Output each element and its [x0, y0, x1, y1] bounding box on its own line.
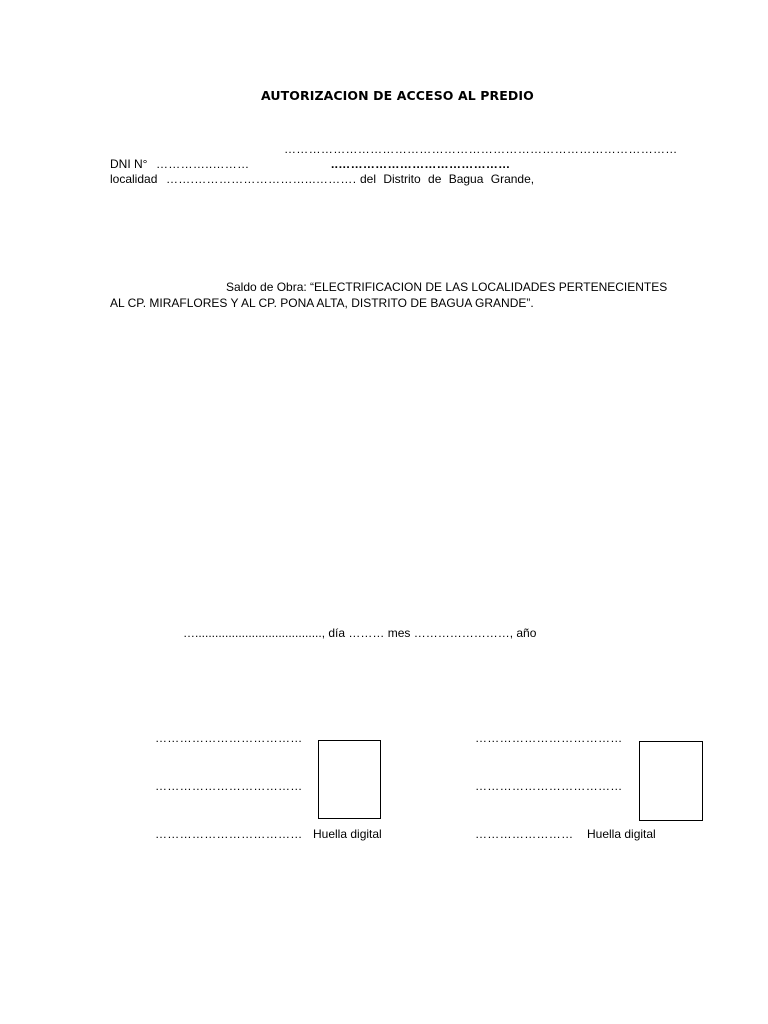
date-line: …......................................, día ……… mes ……………………, año — [183, 626, 537, 640]
obra-paragraph-line-1: Saldo de Obra: “ELECTRIFICACION DE LAS LOCALIDADES PERTENECIENTES — [226, 280, 668, 294]
left-signature-line-3: ……………………………… — [155, 827, 303, 841]
localidad-label: localidad — [110, 172, 158, 186]
right-signature-line-2: ……………………………… — [475, 779, 623, 793]
dni-blank: …………..……… — [156, 157, 250, 171]
left-fingerprint-label: Huella digital — [313, 827, 382, 841]
page-title: AUTORIZACION DE ACCESO AL PREDIO — [261, 88, 534, 103]
dni-label: DNI N° — [110, 157, 148, 171]
right-fingerprint-label: Huella digital — [587, 827, 656, 841]
name-blank-line: …………………………………………………………………………………… — [284, 142, 678, 156]
localidad-blank: …….………………………...………. — [166, 172, 357, 186]
distrito-text: del Distrito de Bagua Grande, — [360, 172, 535, 186]
right-signature-line-3: …………………… — [475, 827, 574, 841]
obra-paragraph-line-2: AL CP. MIRAFLORES Y AL CP. PONA ALTA, DISTRITO DE BAGUA GRANDE”. — [110, 296, 534, 310]
left-signature-line-1: ……………………………… — [155, 731, 303, 745]
right-signature-line-1: ……………………………… — [475, 731, 623, 745]
right-fingerprint-box — [639, 741, 703, 821]
left-signature-line-2: ……………………………… — [155, 779, 303, 793]
dni-right-blank: ..…………………………………… — [331, 157, 511, 171]
left-fingerprint-box — [318, 740, 381, 819]
